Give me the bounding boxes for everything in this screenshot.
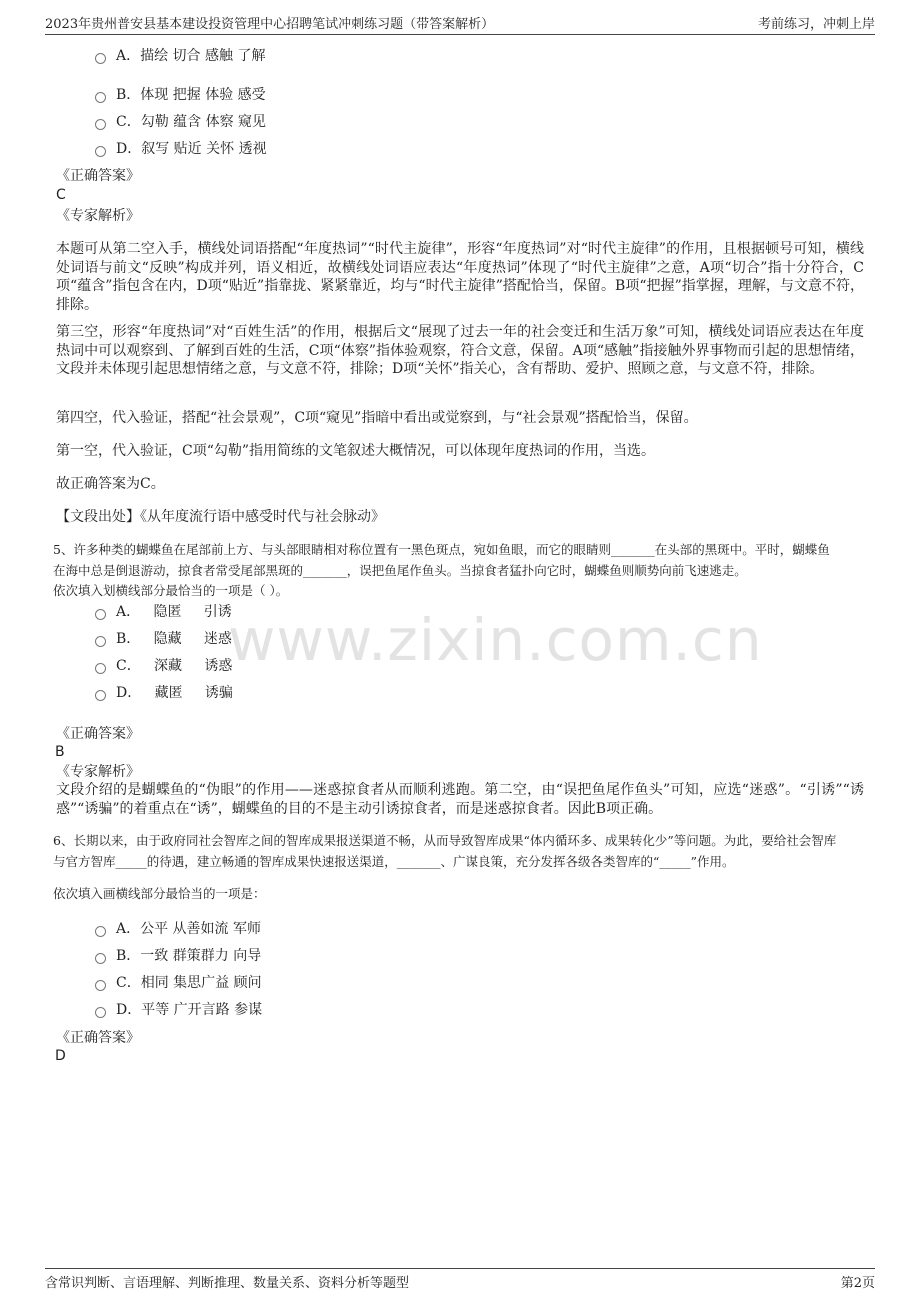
q5-analysis: 文段介绍的是蝴蝶鱼的“伪眼”的作用——迷惑掠食者从而顺利逃跑。第二空，由“误把鱼尾作鱼头”可知，应选“迷惑”。“引诱”“诱惑”“诱骗”的着重点在“诱”，蝴蝶鱼的目的不是主动引诱掠食者，而是迷惑掠食者。因此B项正确。 bbox=[56, 782, 864, 817]
option-label: A．公平 从善如流 军师 bbox=[116, 921, 262, 937]
header-slogan: 考前练习，冲刺上岸 bbox=[757, 17, 875, 32]
radio-icon[interactable] bbox=[95, 636, 106, 647]
q4-analysis-paragraph-1: 本题可从第二空入手，横线处词语搭配“年度热词”“时代主旋律”，形容“年度热词”对“时代主旋律”的作用，且根据顿号可知，横线处词语与前文“反映”构成并列，语义相近，故横线处词语应表达“年度热词”体现了“时代主旋律”之意，A项“切合”指十分符合，C项“蕴含”指包含在内，D项“贴近”指靠拢、紧紧靠近，均与“时代主旋律”搭配恰当，保留。B项“把握”指掌握，理解，与文意不符，排除。 bbox=[56, 241, 864, 313]
q6-prompt: 依次填入画横线部分最恰当的一项是： bbox=[53, 886, 266, 901]
q4-answer: C bbox=[56, 187, 66, 203]
q4-analysis-label: 《专家解析》 bbox=[56, 208, 140, 224]
q6-option-b[interactable] bbox=[95, 947, 261, 965]
option-label: D．平等 广开言路 参谋 bbox=[116, 1002, 263, 1018]
q6-option-a[interactable] bbox=[95, 920, 261, 938]
page-number: 第2页 bbox=[840, 1276, 875, 1291]
option-label: B．体现 把握 体验 感受 bbox=[116, 87, 266, 103]
q6-answer: D bbox=[55, 1048, 66, 1064]
q5-stem-line-1: 5、许多种类的蝴蝶鱼在尾部前上方、与头部眼睛相对称位置有一黑色斑点，宛如鱼眼，而它的眼睛则_______在头部的黑斑中。平时，蝴蝶鱼 bbox=[53, 542, 830, 557]
radio-icon[interactable] bbox=[95, 980, 106, 991]
q4-option-b[interactable] bbox=[95, 86, 266, 104]
q6-option-c[interactable] bbox=[95, 974, 262, 992]
q5-answer-label: 《正确答案》 bbox=[56, 726, 140, 742]
radio-icon[interactable] bbox=[95, 53, 106, 64]
q4-option-c[interactable] bbox=[95, 113, 266, 131]
q4-analysis-paragraph-2: 第三空，形容“年度热词”对“百姓生活”的作用，根据后文“展现了过去一年的社会变迁和生活万象”可知，横线处词语应表达在年度热词中可以观察到、了解到百姓的生活，C项“体察”指体验观察，符合文意，保留。A项“感触”指接触外界事物而引起的思想情绪，文段并未体现引起思想情绪之意，与文意不符，排除；D项“关怀”指关心，含有帮助、爱护、照顾之意，与文意不符，排除。 bbox=[56, 324, 864, 377]
radio-icon[interactable] bbox=[95, 663, 106, 674]
option-label: A．描绘 切合 感触 了解 bbox=[116, 48, 266, 64]
option-label: C．相同 集思广益 顾问 bbox=[116, 975, 262, 991]
watermark: www.zixin.com.cn bbox=[228, 606, 763, 674]
q4-analysis-paragraph-3: 第四空，代入验证，搭配“社会景观”，C项“窥见”指暗中看出或觉察到，与“社会景观”搭配恰当，保留。 bbox=[56, 410, 698, 426]
radio-icon[interactable] bbox=[95, 953, 106, 964]
radio-icon[interactable] bbox=[95, 146, 106, 157]
radio-icon[interactable] bbox=[95, 609, 106, 620]
footer-topics: 含常识判断、言语理解、判断推理、数量关系、资料分析等题型 bbox=[45, 1276, 410, 1291]
q4-analysis-paragraph-4: 第一空，代入验证，C项“勾勒”指用简练的文笔叙述大概情况，可以体现年度热词的作用，当选。 bbox=[56, 443, 656, 459]
q6-stem-line-1: 6、长期以来，由于政府同社会智库之间的智库成果报送渠道不畅，从而导致智库成果“体内循环多、成果转化少”等问题。为此，要给社会智库 bbox=[53, 833, 837, 848]
q5-option-d[interactable] bbox=[95, 684, 233, 702]
page-header bbox=[45, 10, 875, 35]
q5-option-a[interactable] bbox=[95, 603, 232, 621]
option-label: C．勾勒 蕴含 体察 窥见 bbox=[116, 114, 267, 130]
q5-option-c[interactable] bbox=[95, 657, 232, 675]
q4-option-d[interactable] bbox=[95, 140, 267, 158]
document-title: 2023年贵州普安县基本建设投资管理中心招聘笔试冲刺练习题（带答案解析） bbox=[45, 17, 495, 32]
page-footer bbox=[45, 1268, 875, 1291]
option-label: A． 隐匿 引诱 bbox=[116, 604, 232, 620]
q5-stem-line-2: 在海中总是倒退游动，掠食者常受尾部黑斑的_______，误把鱼尾作鱼头。当掠食者猛扑向它时，蝴蝶鱼则顺势向前飞速逃走。 bbox=[53, 563, 747, 578]
radio-icon[interactable] bbox=[95, 119, 106, 130]
q4-option-a[interactable] bbox=[95, 47, 265, 65]
option-label: D． 藏匿 诱骗 bbox=[116, 685, 233, 701]
q5-analysis-label: 《专家解析》 bbox=[56, 764, 140, 780]
option-label: B．一致 群策群力 向导 bbox=[116, 948, 262, 964]
q4-answer-label: 《正确答案》 bbox=[56, 168, 140, 184]
radio-icon[interactable] bbox=[95, 92, 106, 103]
option-label: D．叙写 贴近 关怀 透视 bbox=[116, 141, 267, 157]
q6-option-d[interactable] bbox=[95, 1001, 262, 1019]
option-label: B． 隐藏 迷惑 bbox=[116, 631, 232, 647]
radio-icon[interactable] bbox=[95, 1007, 106, 1018]
q4-source: 【文段出处】《从年度流行语中感受时代与社会脉动》 bbox=[56, 509, 385, 525]
q6-stem-line-2: 与官方智库_____的待遇，建立畅通的智库成果快速报送渠道，_______、广谋良策，充分发挥各级各类智库的“_____”作用。 bbox=[53, 854, 735, 869]
option-label: C． 深藏 诱惑 bbox=[116, 658, 233, 674]
radio-icon[interactable] bbox=[95, 690, 106, 701]
q4-analysis-paragraph-5: 故正确答案为C。 bbox=[56, 476, 165, 492]
radio-icon[interactable] bbox=[95, 926, 106, 937]
q6-answer-label: 《正确答案》 bbox=[56, 1030, 140, 1046]
q5-stem-line-3: 依次填入划横线部分最恰当的一项是（ ）。 bbox=[53, 583, 289, 598]
q5-answer: B bbox=[55, 744, 65, 760]
q5-option-b[interactable] bbox=[95, 630, 232, 648]
